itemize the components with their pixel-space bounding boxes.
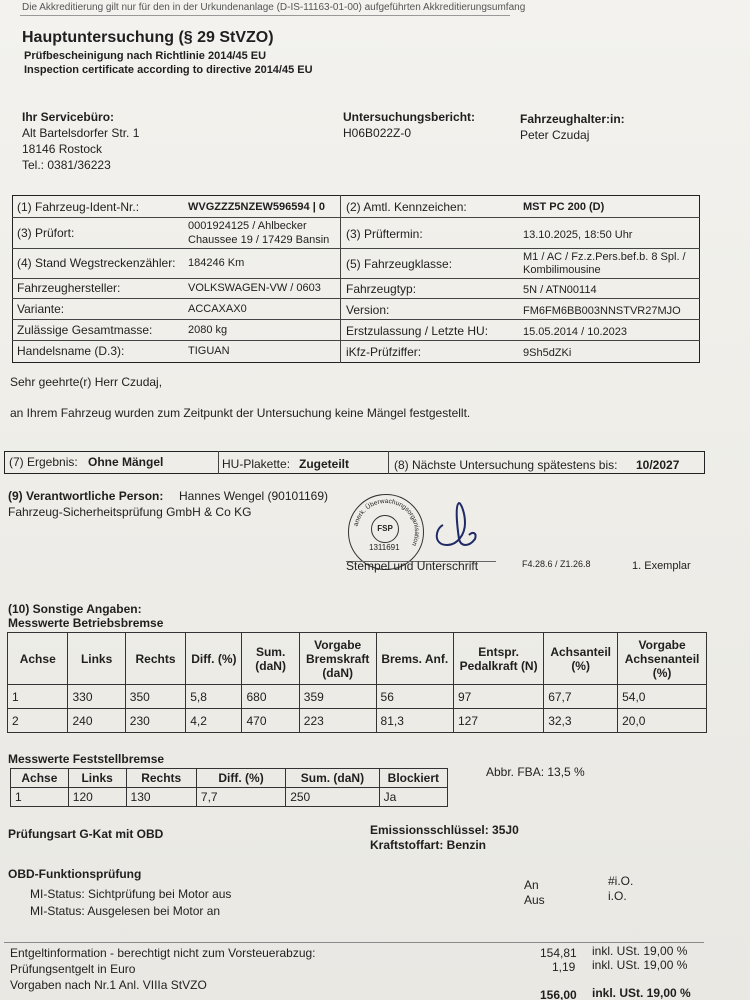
registration-value: 15.05.2014 / 10.2023 [523,326,627,338]
table-cell: 223 [299,709,376,733]
table-cell: 680 [242,685,299,709]
table-cell: 67,7 [544,685,618,709]
brake-header-pedal: Entspr. Pedalkraft (N) [454,633,544,685]
fees-amount-1: 154,81 [540,946,577,960]
responsible-label: (9) Verantwortliche Person: [8,489,164,503]
place-value-2: Chaussee 19 / 17429 Bansin [188,234,330,246]
brake-header-target-share: Vorgabe Achsenanteil (%) [618,633,707,685]
signature [425,495,495,555]
other-info-label: (10) Sonstige Angaben: [8,602,142,616]
emission-key-label: Emissionsschlüssel: 35J0 [370,823,519,837]
obd-line-1: MI-Status: Sichtprüfung bei Motor aus [30,887,232,901]
table-cell: 120 [68,788,126,807]
service-city: 18146 Rostock [22,142,103,156]
date-label: (3) Prüftermin: [346,227,423,241]
responsible-name: Hannes Wengel (90101169) [179,489,328,503]
vehicle-row-line [12,340,700,341]
subtitle-de: Prüfbescheinigung nach Richtlinie 2014/45 EU [24,50,267,62]
table-cell: 1 [8,685,68,709]
vehicle-row-line [12,319,700,320]
check-code-value: 9Sh5dZKi [523,347,572,359]
place-label: (3) Prüfort: [17,226,75,240]
service-brake-title: Messwerte Betriebsbremse [8,616,164,630]
table-cell: 127 [454,709,544,733]
table-cell: 5,8 [186,685,242,709]
table-row [11,788,448,807]
fees-tax-2: inkl. USt. 19,00 % [592,958,688,972]
obd-value-2b: i.O. [608,889,627,903]
brake-header-request: Brems. Anf. [376,633,453,685]
table-cell: 97 [454,685,544,709]
obd-value-1a: An [524,878,539,892]
table-cell: 130 [126,788,196,807]
vin-value: WVGZZZ5NZEW596594 | 0 [188,201,325,213]
brake-header-diff: Diff. (%) [186,633,242,685]
greeting: Sehr geehrte(r) Herr Czudaj, [10,375,163,389]
table-cell: 56 [376,685,453,709]
table-row [8,685,707,709]
service-phone: Tel.: 0381/36223 [22,158,111,172]
class-label: (5) Fahrzeugklasse: [346,257,453,271]
table-cell: 7,7 [196,788,285,807]
result-divider [388,451,389,474]
brake-header-sum: Sum. (daN) [242,633,299,685]
service-brake-table [7,632,707,733]
fees-test-line: Prüfungsentgelt in Euro [10,962,136,976]
park-header-right: Rechts [126,769,196,788]
plate-value: MST PC 200 (D) [523,201,605,213]
test-type-label: Prüfungsart G-Kat mit OBD [8,827,164,841]
table-cell: 54,0 [618,685,707,709]
table-cell: 32,3 [544,709,618,733]
service-office-label: Ihr Servicebüro: [22,110,115,124]
fees-info-line: Entgeltinformation - berechtigt nicht zum Vorsteuerabzug: [10,946,316,960]
table-cell: 81,3 [376,709,453,733]
type-label: Fahrzeugtyp: [346,282,417,296]
table-cell: 470 [242,709,299,733]
result-divider [218,451,219,474]
brake-header-right: Rechts [125,633,185,685]
vehicle-row-line [12,298,700,299]
brake-header-target: Vorgabe Bremskraft (daN) [299,633,376,685]
table-cell: 1 [11,788,69,807]
odometer-value: 184246 Km [188,257,245,269]
fees-amount-3: 156,00 [540,988,577,1000]
table-cell: 230 [125,709,185,733]
brake-header-axle: Achse [8,633,68,685]
service-street: Alt Bartelsdorfer Str. 1 [22,126,140,140]
version-value: FM6FM6BB003NNSTVR27MJO [523,305,681,317]
fees-tax-3: inkl. USt. 19,00 % [592,986,691,1000]
subtitle-en: Inspection certificate according to directive 2014/45 EU [24,64,313,76]
fba-value: Abbr. FBA: 13,5 % [486,765,585,779]
fuel-type-label: Kraftstoffart: Benzin [370,838,486,852]
table-cell: 359 [299,685,376,709]
date-value: 13.10.2025, 18:50 Uhr [523,229,633,241]
park-header-diff: Diff. (%) [196,769,285,788]
result-label: (7) Ergebnis: [9,455,78,469]
maker-label: Fahrzeughersteller: [17,281,121,295]
next-inspection-label: (8) Nächste Untersuchung spätestens bis: [394,458,618,472]
parking-brake-table [10,768,448,807]
seal-logo: FSP [371,515,399,543]
form-code: F4.28.6 / Z1.26.8 [522,559,591,569]
table-cell: 4,2 [186,709,242,733]
company-name: Fahrzeug-Sicherheitsprüfung GmbH & Co KG [8,505,252,519]
vehicle-row-line [12,248,700,249]
banner-divider [20,15,510,16]
obd-value-2a: Aus [524,893,545,907]
fees-tax-1: inkl. USt. 19,00 % [592,944,688,958]
trade-name-value: TIGUAN [188,345,230,357]
obd-value-1b: #i.O. [608,874,634,888]
report-label: Untersuchungsbericht: [343,110,476,124]
next-inspection-value: 10/2027 [636,458,680,472]
table-cell: 2 [8,709,68,733]
fees-divider [4,942,704,943]
table-cell: 330 [68,685,125,709]
fees-rule-line: Vorgaben nach Nr.1 Anl. VIIIa StVZO [10,978,207,992]
mass-value: 2080 kg [188,324,228,336]
parking-brake-title: Messwerte Feststellbremse [8,752,165,766]
table-cell: 240 [68,709,125,733]
obd-title: OBD-Funktionsprüfung [8,867,142,881]
vehicle-row-line [12,278,700,279]
vehicle-row-line [12,217,700,218]
stamp-signature-label: Stempel und Unterschrift [346,559,479,573]
holder-name: Peter Czudaj [520,128,590,142]
variant-value: ACCAXAX0 [188,303,247,315]
table-cell: 250 [286,788,379,807]
park-header-left: Links [68,769,126,788]
class-value-2: Kombilimousine [523,264,601,276]
accreditation-note: Die Akkreditierung gilt nur für den in der Urkundenanlage (D-IS-11163-01-00) aufgeführten Akkreditierungsumfang [22,2,526,13]
table-cell: 20,0 [618,709,707,733]
obd-line-2: MI-Status: Ausgelesen bei Motor an [30,904,221,918]
class-value-1: M1 / AC / Fz.z.Pers.bef.b. 8 Spl. / [523,251,686,263]
table-cell: Ja [379,788,447,807]
brake-header-share: Achsanteil (%) [544,633,618,685]
version-label: Version: [346,303,390,317]
result-statement: an Ihrem Fahrzeug wurden zum Zeitpunkt der Untersuchung keine Mängel festgestellt. [10,406,471,420]
sticker-value: Zugeteilt [299,457,349,471]
holder-label: Fahrzeughalter:in: [520,112,625,126]
registration-label: Erstzulassung / Letzte HU: [346,324,489,338]
odometer-label: (4) Stand Wegstreckenzähler: [17,256,176,270]
seal-number: 1311691 [369,543,400,552]
maker-value: VOLKSWAGEN-VW / 0603 [188,282,321,294]
park-header-blocked: Blockiert [379,769,447,788]
brake-header-left: Links [68,633,125,685]
report-number: H06B022Z-0 [343,126,412,140]
place-value-1: 0001924125 / Ahlbecker [188,220,307,232]
page-title: Hauptuntersuchung (§ 29 StVZO) [22,29,274,46]
park-header-sum: Sum. (daN) [286,769,379,788]
seal-ring-label: anerk. Überwachungsorganisation [352,497,421,547]
vehicle-box-divider [340,195,341,363]
trade-name-label: Handelsname (D.3): [17,344,125,358]
variant-label: Variante: [17,302,65,316]
fees-amount-2: 1,19 [552,960,576,974]
check-code-label: iKfz-Prüfziffer: [346,345,422,359]
mass-label: Zulässige Gesamtmasse: [17,323,153,337]
table-row [8,709,707,733]
copy-label: 1. Exemplar [632,560,691,572]
park-header-axle: Achse [11,769,69,788]
vin-label: (1) Fahrzeug-Ident-Nr.: [17,200,140,214]
type-value: 5N / ATN00114 [523,284,597,296]
result-value: Ohne Mängel [88,455,164,469]
table-cell: 350 [125,685,185,709]
sticker-label: HU-Plakette: [222,457,291,471]
plate-label: (2) Amtl. Kennzeichen: [346,200,467,214]
